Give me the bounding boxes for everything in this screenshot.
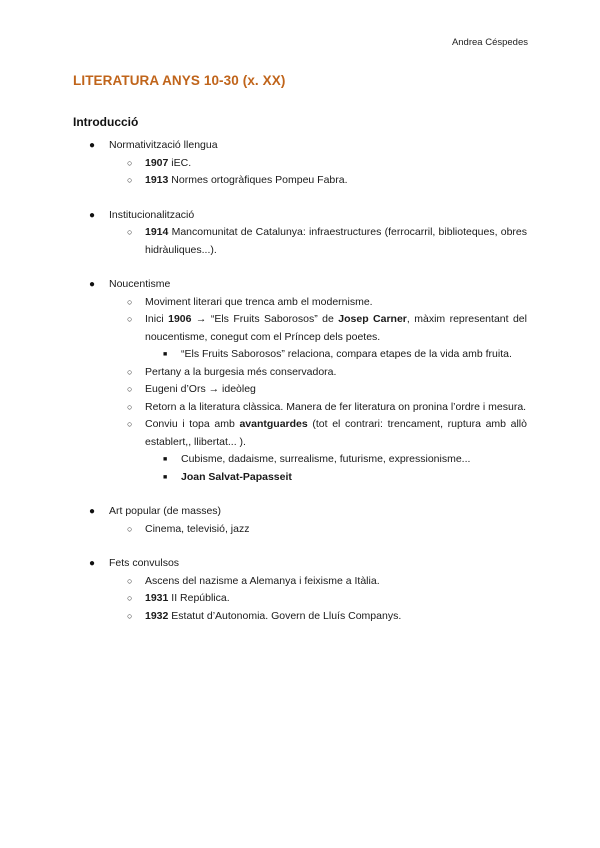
- item-text: Mancomunitat de Catalunya: infraestructures (ferrocarril, biblioteques, obres hidràuliques...).: [145, 226, 527, 256]
- list-item-ascens: [0, 573, 527, 591]
- item-text: Normes ortogràfiques Pompeu Fabra.: [168, 174, 348, 186]
- list-item-1906: [0, 311, 527, 346]
- circle-bullet-icon: ○: [127, 523, 133, 534]
- item-text: (tot el contrari: trencament, ruptura amb allò establert,, llibertat... ).: [145, 418, 527, 448]
- disc-bullet-icon: ●: [89, 279, 96, 290]
- item-text: iEC.: [168, 156, 192, 169]
- list-item-moviment: [0, 294, 527, 312]
- list-item-1932: [0, 608, 527, 626]
- list-item-normativitzacio: [0, 137, 527, 155]
- document-title: LITERATURA ANYS 10-30 (x. XX): [73, 73, 286, 88]
- item-text: “Els Fruits Saborosos” relaciona, compara etapes de la vida amb fruita.: [181, 348, 512, 360]
- item-text: Conviu i topa amb: [145, 418, 240, 430]
- circle-bullet-icon: ○: [127, 296, 133, 307]
- item-text: II República.: [168, 592, 230, 604]
- list-item-1914: [0, 224, 527, 259]
- year-text: 1906: [168, 313, 192, 325]
- circle-bullet-icon: ○: [127, 593, 133, 603]
- list-item-retorn: [0, 399, 527, 417]
- disc-bullet-icon: ●: [89, 140, 96, 151]
- item-text: Moviment literari que trenca amb el modernisme.: [145, 295, 373, 308]
- item-text: Inici: [145, 313, 169, 325]
- circle-bullet-icon: ○: [127, 227, 133, 237]
- list-item-fruits-saborosos: [0, 346, 527, 364]
- item-text: Pertany a la burgesia més conservadora.: [145, 365, 337, 378]
- square-bullet-icon: ■: [163, 473, 168, 481]
- list-item-label: Institucionalització: [109, 208, 195, 221]
- circle-bullet-icon: ○: [127, 419, 133, 429]
- circle-bullet-icon: ○: [127, 610, 133, 621]
- outline-list: [0, 137, 600, 625]
- list-item-cinema: [0, 521, 527, 539]
- bold-name: Joan Salvat-Papasseit: [181, 470, 292, 483]
- circle-bullet-icon: ○: [127, 175, 133, 185]
- year-text: 1932: [145, 609, 169, 622]
- circle-bullet-icon: ○: [127, 575, 133, 586]
- disc-bullet-icon: ●: [89, 506, 96, 517]
- section-heading: Introducció: [73, 115, 139, 129]
- list-item-label: Art popular (de masses): [109, 505, 222, 517]
- circle-bullet-icon: ○: [127, 384, 133, 394]
- list-item-label: Noucentisme: [109, 278, 171, 290]
- year-text: 1913: [145, 174, 169, 186]
- circle-bullet-icon: ○: [127, 314, 133, 324]
- list-item-salvat-papasseit: [0, 469, 527, 487]
- item-text: , màxim representant del noucentisme, conegut com el Príncep dels poetes.: [145, 313, 527, 343]
- list-item-institucionalitzacio: [0, 207, 527, 225]
- item-text: Retorn a la literatura clàssica. Manera de fer literatura on pronina l’ordre i mesura.: [145, 400, 527, 413]
- list-item-eugeni-dors: [0, 381, 527, 399]
- item-text: Cinema, televisió, jazz: [145, 522, 250, 535]
- author-bold-text: Josep Carner: [338, 313, 407, 325]
- list-item-1907: [0, 155, 527, 173]
- year-text: 1931: [145, 592, 169, 604]
- list-item-label: Normativització llengua: [109, 139, 218, 151]
- square-bullet-icon: ■: [163, 351, 168, 358]
- list-item-art-popular: [0, 503, 527, 521]
- author-name: Andrea Céspedes: [451, 37, 528, 48]
- disc-bullet-icon: ●: [89, 558, 96, 569]
- item-text: Cubisme, dadaisme, surrealisme, futurisme, expressionisme...: [181, 453, 471, 465]
- list-item-1931: [0, 590, 527, 608]
- disc-bullet-icon: ●: [89, 209, 96, 221]
- year-text: 1914: [145, 226, 169, 238]
- list-item-fets-convulsos: [0, 555, 527, 573]
- circle-bullet-icon: ○: [127, 401, 133, 412]
- list-item-isms: [0, 451, 527, 469]
- item-text: → “Els Fruits Saborosos” de: [191, 313, 339, 325]
- circle-bullet-icon: ○: [127, 157, 133, 168]
- list-item-1913: [0, 172, 527, 190]
- item-text: Ascens del nazisme a Alemanya i feixisme a Itàlia.: [145, 574, 380, 587]
- item-text: Eugeni d’Ors → ideòleg: [145, 383, 256, 395]
- list-item-burgesia: [0, 364, 527, 382]
- year-text: 1907: [145, 156, 169, 169]
- circle-bullet-icon: ○: [127, 366, 133, 377]
- list-item-label: Fets convulsos: [109, 557, 180, 569]
- item-text: Estatut d’Autonomia. Govern de Lluís Companys.: [168, 609, 402, 622]
- square-bullet-icon: ■: [163, 456, 168, 463]
- list-item-noucentisme: [0, 276, 527, 294]
- list-item-avantguardes: [0, 416, 527, 451]
- bold-term: avantguardes: [239, 418, 308, 430]
